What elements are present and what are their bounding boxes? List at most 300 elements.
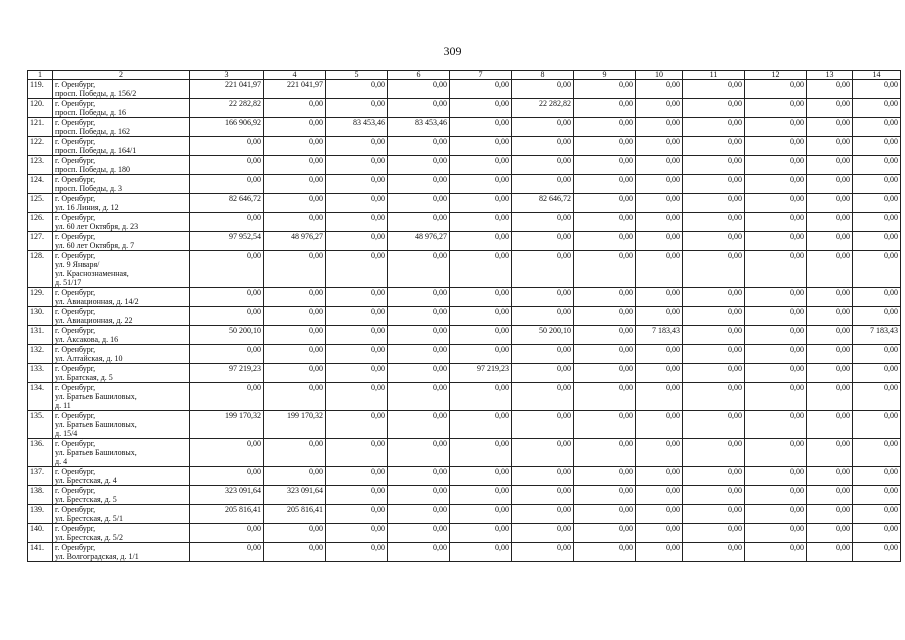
column-header-10: 10 xyxy=(636,71,683,80)
value-cell: 0,00 xyxy=(853,288,901,307)
address-cell xyxy=(53,118,190,137)
value-cell: 0,00 xyxy=(388,213,450,232)
table-row xyxy=(28,175,901,194)
address-cell xyxy=(53,137,190,156)
value-cell: 0,00 xyxy=(636,194,683,213)
value-cell: 0,00 xyxy=(512,251,574,288)
value-cell: 0,00 xyxy=(450,213,512,232)
address-line: ул. Брестская, д. 5/1 xyxy=(55,514,123,523)
value-cell: 0,00 xyxy=(190,345,264,364)
value-cell: 0,00 xyxy=(807,118,853,137)
value-cell: 0,00 xyxy=(683,194,745,213)
value-cell: 0,00 xyxy=(264,383,326,411)
value-cell: 0,00 xyxy=(853,194,901,213)
value-cell: 0,00 xyxy=(450,307,512,326)
value-cell: 0,00 xyxy=(264,118,326,137)
table-row xyxy=(28,251,901,288)
value-cell: 0,00 xyxy=(388,439,450,467)
table-row xyxy=(28,467,901,486)
value-cell: 0,00 xyxy=(512,524,574,543)
value-cell: 0,00 xyxy=(326,99,388,118)
value-cell: 0,00 xyxy=(745,213,807,232)
value-cell: 0,00 xyxy=(264,194,326,213)
row-number: 135. xyxy=(28,411,53,439)
value-cell: 0,00 xyxy=(683,118,745,137)
row-number: 122. xyxy=(28,137,53,156)
value-cell: 0,00 xyxy=(388,383,450,411)
value-cell: 0,00 xyxy=(853,175,901,194)
value-cell: 0,00 xyxy=(574,80,636,99)
value-cell: 0,00 xyxy=(450,156,512,175)
address-line: г. Оренбург, xyxy=(55,467,96,476)
value-cell: 0,00 xyxy=(683,80,745,99)
address-line: г. Оренбург, xyxy=(55,345,96,354)
value-cell: 0,00 xyxy=(264,345,326,364)
value-cell: 82 646,72 xyxy=(190,194,264,213)
row-number: 123. xyxy=(28,156,53,175)
value-cell: 0,00 xyxy=(636,383,683,411)
data-table xyxy=(27,70,901,562)
address-line: ул. Краснознаменная, xyxy=(55,269,129,278)
value-cell: 0,00 xyxy=(388,364,450,383)
value-cell: 0,00 xyxy=(574,307,636,326)
value-cell: 0,00 xyxy=(745,543,807,562)
value-cell: 0,00 xyxy=(190,307,264,326)
value-cell: 0,00 xyxy=(807,326,853,345)
address-cell xyxy=(53,99,190,118)
value-cell: 0,00 xyxy=(574,232,636,251)
value-cell: 0,00 xyxy=(853,118,901,137)
value-cell: 0,00 xyxy=(450,118,512,137)
value-cell: 0,00 xyxy=(683,486,745,505)
value-cell: 0,00 xyxy=(683,232,745,251)
table-header-row xyxy=(28,71,901,80)
value-cell: 0,00 xyxy=(807,307,853,326)
row-number: 137. xyxy=(28,467,53,486)
value-cell: 0,00 xyxy=(683,439,745,467)
column-header-5: 5 xyxy=(326,71,388,80)
value-cell: 0,00 xyxy=(853,137,901,156)
address-cell xyxy=(53,326,190,345)
value-cell: 221 041,97 xyxy=(264,80,326,99)
value-cell: 0,00 xyxy=(807,251,853,288)
value-cell: 0,00 xyxy=(326,383,388,411)
value-cell: 0,00 xyxy=(853,251,901,288)
address-line: г. Оренбург, xyxy=(55,232,96,241)
value-cell: 22 282,82 xyxy=(190,99,264,118)
address-cell xyxy=(53,524,190,543)
address-line: г. Оренбург, xyxy=(55,411,96,420)
value-cell: 0,00 xyxy=(326,524,388,543)
value-cell: 0,00 xyxy=(326,137,388,156)
address-cell xyxy=(53,364,190,383)
value-cell: 0,00 xyxy=(853,524,901,543)
value-cell: 0,00 xyxy=(512,411,574,439)
value-cell: 0,00 xyxy=(574,467,636,486)
value-cell: 0,00 xyxy=(512,232,574,251)
value-cell: 0,00 xyxy=(574,383,636,411)
value-cell: 0,00 xyxy=(745,383,807,411)
row-number: 125. xyxy=(28,194,53,213)
value-cell: 0,00 xyxy=(807,156,853,175)
value-cell: 0,00 xyxy=(450,411,512,439)
value-cell: 0,00 xyxy=(326,213,388,232)
value-cell: 221 041,97 xyxy=(190,80,264,99)
table-row xyxy=(28,411,901,439)
column-header-12: 12 xyxy=(745,71,807,80)
value-cell: 0,00 xyxy=(636,467,683,486)
value-cell: 0,00 xyxy=(326,411,388,439)
address-line: г. Оренбург, xyxy=(55,524,96,533)
value-cell: 0,00 xyxy=(683,467,745,486)
value-cell: 0,00 xyxy=(264,439,326,467)
value-cell: 0,00 xyxy=(636,524,683,543)
value-cell: 0,00 xyxy=(636,175,683,194)
address-cell xyxy=(53,156,190,175)
value-cell: 0,00 xyxy=(636,505,683,524)
row-number: 130. xyxy=(28,307,53,326)
value-cell: 48 976,27 xyxy=(264,232,326,251)
value-cell: 0,00 xyxy=(636,411,683,439)
value-cell: 0,00 xyxy=(745,505,807,524)
value-cell: 0,00 xyxy=(512,156,574,175)
value-cell: 0,00 xyxy=(574,364,636,383)
value-cell: 0,00 xyxy=(512,345,574,364)
address-cell xyxy=(53,486,190,505)
table-row xyxy=(28,543,901,562)
value-cell: 0,00 xyxy=(807,383,853,411)
value-cell: 0,00 xyxy=(853,411,901,439)
value-cell: 0,00 xyxy=(388,486,450,505)
value-cell: 0,00 xyxy=(574,439,636,467)
value-cell: 0,00 xyxy=(512,213,574,232)
value-cell: 0,00 xyxy=(574,213,636,232)
column-header-9: 9 xyxy=(574,71,636,80)
value-cell: 0,00 xyxy=(512,137,574,156)
value-cell: 0,00 xyxy=(636,288,683,307)
value-cell: 0,00 xyxy=(264,307,326,326)
value-cell: 83 453,46 xyxy=(388,118,450,137)
value-cell: 0,00 xyxy=(512,288,574,307)
address-line: г. Оренбург, xyxy=(55,80,96,89)
value-cell: 0,00 xyxy=(807,137,853,156)
value-cell: 0,00 xyxy=(326,194,388,213)
value-cell: 0,00 xyxy=(683,288,745,307)
address-line: просп. Победы, д. 3 xyxy=(55,184,123,193)
value-cell: 0,00 xyxy=(745,80,807,99)
value-cell: 0,00 xyxy=(745,467,807,486)
column-header-3: 3 xyxy=(190,71,264,80)
value-cell: 0,00 xyxy=(450,505,512,524)
value-cell: 0,00 xyxy=(636,156,683,175)
value-cell: 0,00 xyxy=(636,137,683,156)
value-cell: 0,00 xyxy=(574,194,636,213)
value-cell: 0,00 xyxy=(683,524,745,543)
value-cell: 0,00 xyxy=(807,175,853,194)
column-header-6: 6 xyxy=(388,71,450,80)
value-cell: 0,00 xyxy=(264,524,326,543)
value-cell: 0,00 xyxy=(574,156,636,175)
table-row xyxy=(28,524,901,543)
value-cell: 0,00 xyxy=(190,213,264,232)
value-cell: 323 091,64 xyxy=(264,486,326,505)
column-header-1: 1 xyxy=(28,71,53,80)
address-line: ул. Брестская, д. 4 xyxy=(55,476,117,485)
column-header-8: 8 xyxy=(512,71,574,80)
value-cell: 0,00 xyxy=(326,326,388,345)
address-line: г. Оренбург, xyxy=(55,99,96,108)
value-cell: 0,00 xyxy=(636,80,683,99)
row-number: 139. xyxy=(28,505,53,524)
table-row xyxy=(28,118,901,137)
address-line: г. Оренбург, xyxy=(55,439,96,448)
table-row xyxy=(28,345,901,364)
value-cell: 0,00 xyxy=(636,232,683,251)
value-cell: 0,00 xyxy=(326,486,388,505)
value-cell: 0,00 xyxy=(264,156,326,175)
address-line: ул. Братьев Башиловых, xyxy=(55,420,137,429)
value-cell: 0,00 xyxy=(683,364,745,383)
value-cell: 0,00 xyxy=(807,505,853,524)
value-cell: 0,00 xyxy=(853,80,901,99)
value-cell: 0,00 xyxy=(683,326,745,345)
value-cell: 0,00 xyxy=(745,524,807,543)
value-cell: 0,00 xyxy=(853,439,901,467)
address-cell xyxy=(53,543,190,562)
value-cell: 0,00 xyxy=(190,439,264,467)
column-header-7: 7 xyxy=(450,71,512,80)
value-cell: 0,00 xyxy=(853,364,901,383)
value-cell: 0,00 xyxy=(326,288,388,307)
value-cell: 0,00 xyxy=(745,345,807,364)
value-cell: 0,00 xyxy=(264,364,326,383)
value-cell: 0,00 xyxy=(190,251,264,288)
value-cell: 50 200,10 xyxy=(512,326,574,345)
table-row xyxy=(28,80,901,99)
address-cell xyxy=(53,411,190,439)
table-row xyxy=(28,156,901,175)
address-line: просп. Победы, д. 16 xyxy=(55,108,127,117)
value-cell: 0,00 xyxy=(853,345,901,364)
value-cell: 0,00 xyxy=(512,505,574,524)
value-cell: 0,00 xyxy=(450,345,512,364)
value-cell: 0,00 xyxy=(450,288,512,307)
value-cell: 0,00 xyxy=(388,288,450,307)
address-line: просп. Победы, д. 156/2 xyxy=(55,89,137,98)
row-number: 127. xyxy=(28,232,53,251)
value-cell: 0,00 xyxy=(326,156,388,175)
table-row xyxy=(28,326,901,345)
value-cell: 0,00 xyxy=(745,307,807,326)
address-cell xyxy=(53,505,190,524)
address-line: ул. 60 лет Октября, д. 23 xyxy=(55,222,139,231)
value-cell: 0,00 xyxy=(683,505,745,524)
value-cell: 0,00 xyxy=(450,99,512,118)
value-cell: 323 091,64 xyxy=(190,486,264,505)
address-cell xyxy=(53,383,190,411)
value-cell: 0,00 xyxy=(574,505,636,524)
value-cell: 0,00 xyxy=(574,345,636,364)
value-cell: 0,00 xyxy=(574,524,636,543)
value-cell: 0,00 xyxy=(683,251,745,288)
address-line: г. Оренбург, xyxy=(55,251,96,260)
value-cell: 0,00 xyxy=(683,213,745,232)
value-cell: 0,00 xyxy=(326,439,388,467)
value-cell: 0,00 xyxy=(636,99,683,118)
value-cell: 205 816,41 xyxy=(190,505,264,524)
value-cell: 97 219,23 xyxy=(190,364,264,383)
value-cell: 0,00 xyxy=(853,486,901,505)
address-line: г. Оренбург, xyxy=(55,118,96,127)
address-line: ул. Авиационная, д. 14/2 xyxy=(55,297,139,306)
value-cell: 0,00 xyxy=(853,213,901,232)
value-cell: 0,00 xyxy=(853,543,901,562)
value-cell: 0,00 xyxy=(450,137,512,156)
value-cell: 82 646,72 xyxy=(512,194,574,213)
value-cell: 0,00 xyxy=(807,411,853,439)
value-cell: 0,00 xyxy=(388,543,450,562)
address-line: г. Оренбург, xyxy=(55,156,96,165)
value-cell: 0,00 xyxy=(388,99,450,118)
value-cell: 0,00 xyxy=(636,213,683,232)
row-number: 140. xyxy=(28,524,53,543)
value-cell: 205 816,41 xyxy=(264,505,326,524)
value-cell: 0,00 xyxy=(190,543,264,562)
table-row xyxy=(28,439,901,467)
value-cell: 0,00 xyxy=(450,486,512,505)
value-cell: 0,00 xyxy=(636,345,683,364)
value-cell: 0,00 xyxy=(326,80,388,99)
value-cell: 0,00 xyxy=(683,307,745,326)
value-cell: 0,00 xyxy=(853,505,901,524)
value-cell: 0,00 xyxy=(683,156,745,175)
value-cell: 0,00 xyxy=(574,486,636,505)
value-cell: 0,00 xyxy=(450,543,512,562)
address-line: ул. Братьев Башиловых, xyxy=(55,392,137,401)
address-line: г. Оренбург, xyxy=(55,383,96,392)
value-cell: 0,00 xyxy=(512,486,574,505)
value-cell: 0,00 xyxy=(388,175,450,194)
value-cell: 0,00 xyxy=(450,467,512,486)
value-cell: 0,00 xyxy=(512,307,574,326)
value-cell: 0,00 xyxy=(745,194,807,213)
value-cell: 0,00 xyxy=(807,194,853,213)
value-cell: 166 906,92 xyxy=(190,118,264,137)
value-cell: 0,00 xyxy=(512,543,574,562)
address-line: ул. 16 Линия, д. 12 xyxy=(55,203,119,212)
value-cell: 0,00 xyxy=(326,232,388,251)
value-cell: 0,00 xyxy=(574,543,636,562)
value-cell: 0,00 xyxy=(745,364,807,383)
value-cell: 0,00 xyxy=(450,383,512,411)
row-number: 134. xyxy=(28,383,53,411)
value-cell: 0,00 xyxy=(853,156,901,175)
address-cell xyxy=(53,467,190,486)
value-cell: 0,00 xyxy=(807,486,853,505)
value-cell: 199 170,32 xyxy=(264,411,326,439)
value-cell: 0,00 xyxy=(388,467,450,486)
row-number: 132. xyxy=(28,345,53,364)
address-cell xyxy=(53,307,190,326)
value-cell: 0,00 xyxy=(190,383,264,411)
value-cell: 0,00 xyxy=(807,524,853,543)
value-cell: 199 170,32 xyxy=(190,411,264,439)
value-cell: 0,00 xyxy=(636,364,683,383)
address-line: просп. Победы, д. 162 xyxy=(55,127,131,136)
address-cell xyxy=(53,251,190,288)
column-header-4: 4 xyxy=(264,71,326,80)
value-cell: 0,00 xyxy=(450,232,512,251)
value-cell: 0,00 xyxy=(190,288,264,307)
address-cell xyxy=(53,194,190,213)
value-cell: 0,00 xyxy=(326,543,388,562)
value-cell: 0,00 xyxy=(853,99,901,118)
value-cell: 0,00 xyxy=(326,307,388,326)
value-cell: 0,00 xyxy=(745,326,807,345)
value-cell: 0,00 xyxy=(636,251,683,288)
table-row xyxy=(28,486,901,505)
value-cell: 0,00 xyxy=(574,99,636,118)
value-cell: 0,00 xyxy=(264,99,326,118)
value-cell: 0,00 xyxy=(388,251,450,288)
value-cell: 0,00 xyxy=(190,156,264,175)
value-cell: 0,00 xyxy=(745,251,807,288)
value-cell: 0,00 xyxy=(745,156,807,175)
value-cell: 0,00 xyxy=(807,364,853,383)
value-cell: 0,00 xyxy=(807,467,853,486)
address-line: г. Оренбург, xyxy=(55,307,96,316)
table-row xyxy=(28,505,901,524)
address-cell xyxy=(53,439,190,467)
value-cell: 0,00 xyxy=(326,345,388,364)
address-line: д. 4 xyxy=(55,457,68,466)
value-cell: 0,00 xyxy=(745,439,807,467)
column-header-14: 14 xyxy=(853,71,901,80)
column-header-2: 2 xyxy=(53,71,190,80)
address-line: г. Оренбург, xyxy=(55,213,96,222)
table-row xyxy=(28,194,901,213)
value-cell: 0,00 xyxy=(807,213,853,232)
value-cell: 0,00 xyxy=(745,232,807,251)
address-line: просп. Победы, д. 164/1 xyxy=(55,146,137,155)
value-cell: 0,00 xyxy=(450,175,512,194)
value-cell: 22 282,82 xyxy=(512,99,574,118)
row-number: 138. xyxy=(28,486,53,505)
address-line: г. Оренбург, xyxy=(55,137,96,146)
value-cell: 0,00 xyxy=(326,467,388,486)
column-header-13: 13 xyxy=(807,71,853,80)
value-cell: 97 219,23 xyxy=(450,364,512,383)
row-number: 131. xyxy=(28,326,53,345)
page-number: 309 xyxy=(443,44,462,58)
address-line: г. Оренбург, xyxy=(55,543,96,552)
value-cell: 0,00 xyxy=(853,467,901,486)
value-cell: 0,00 xyxy=(326,175,388,194)
row-number: 141. xyxy=(28,543,53,562)
row-number: 120. xyxy=(28,99,53,118)
value-cell: 0,00 xyxy=(636,543,683,562)
value-cell: 0,00 xyxy=(190,137,264,156)
address-line: ул. Братьев Башиловых, xyxy=(55,448,137,457)
value-cell: 0,00 xyxy=(683,137,745,156)
value-cell: 0,00 xyxy=(512,364,574,383)
row-number: 126. xyxy=(28,213,53,232)
address-line: ул. Брестская, д. 5/2 xyxy=(55,533,123,542)
value-cell: 0,00 xyxy=(264,326,326,345)
row-number: 121. xyxy=(28,118,53,137)
address-line: г. Оренбург, xyxy=(55,505,96,514)
value-cell: 0,00 xyxy=(574,326,636,345)
